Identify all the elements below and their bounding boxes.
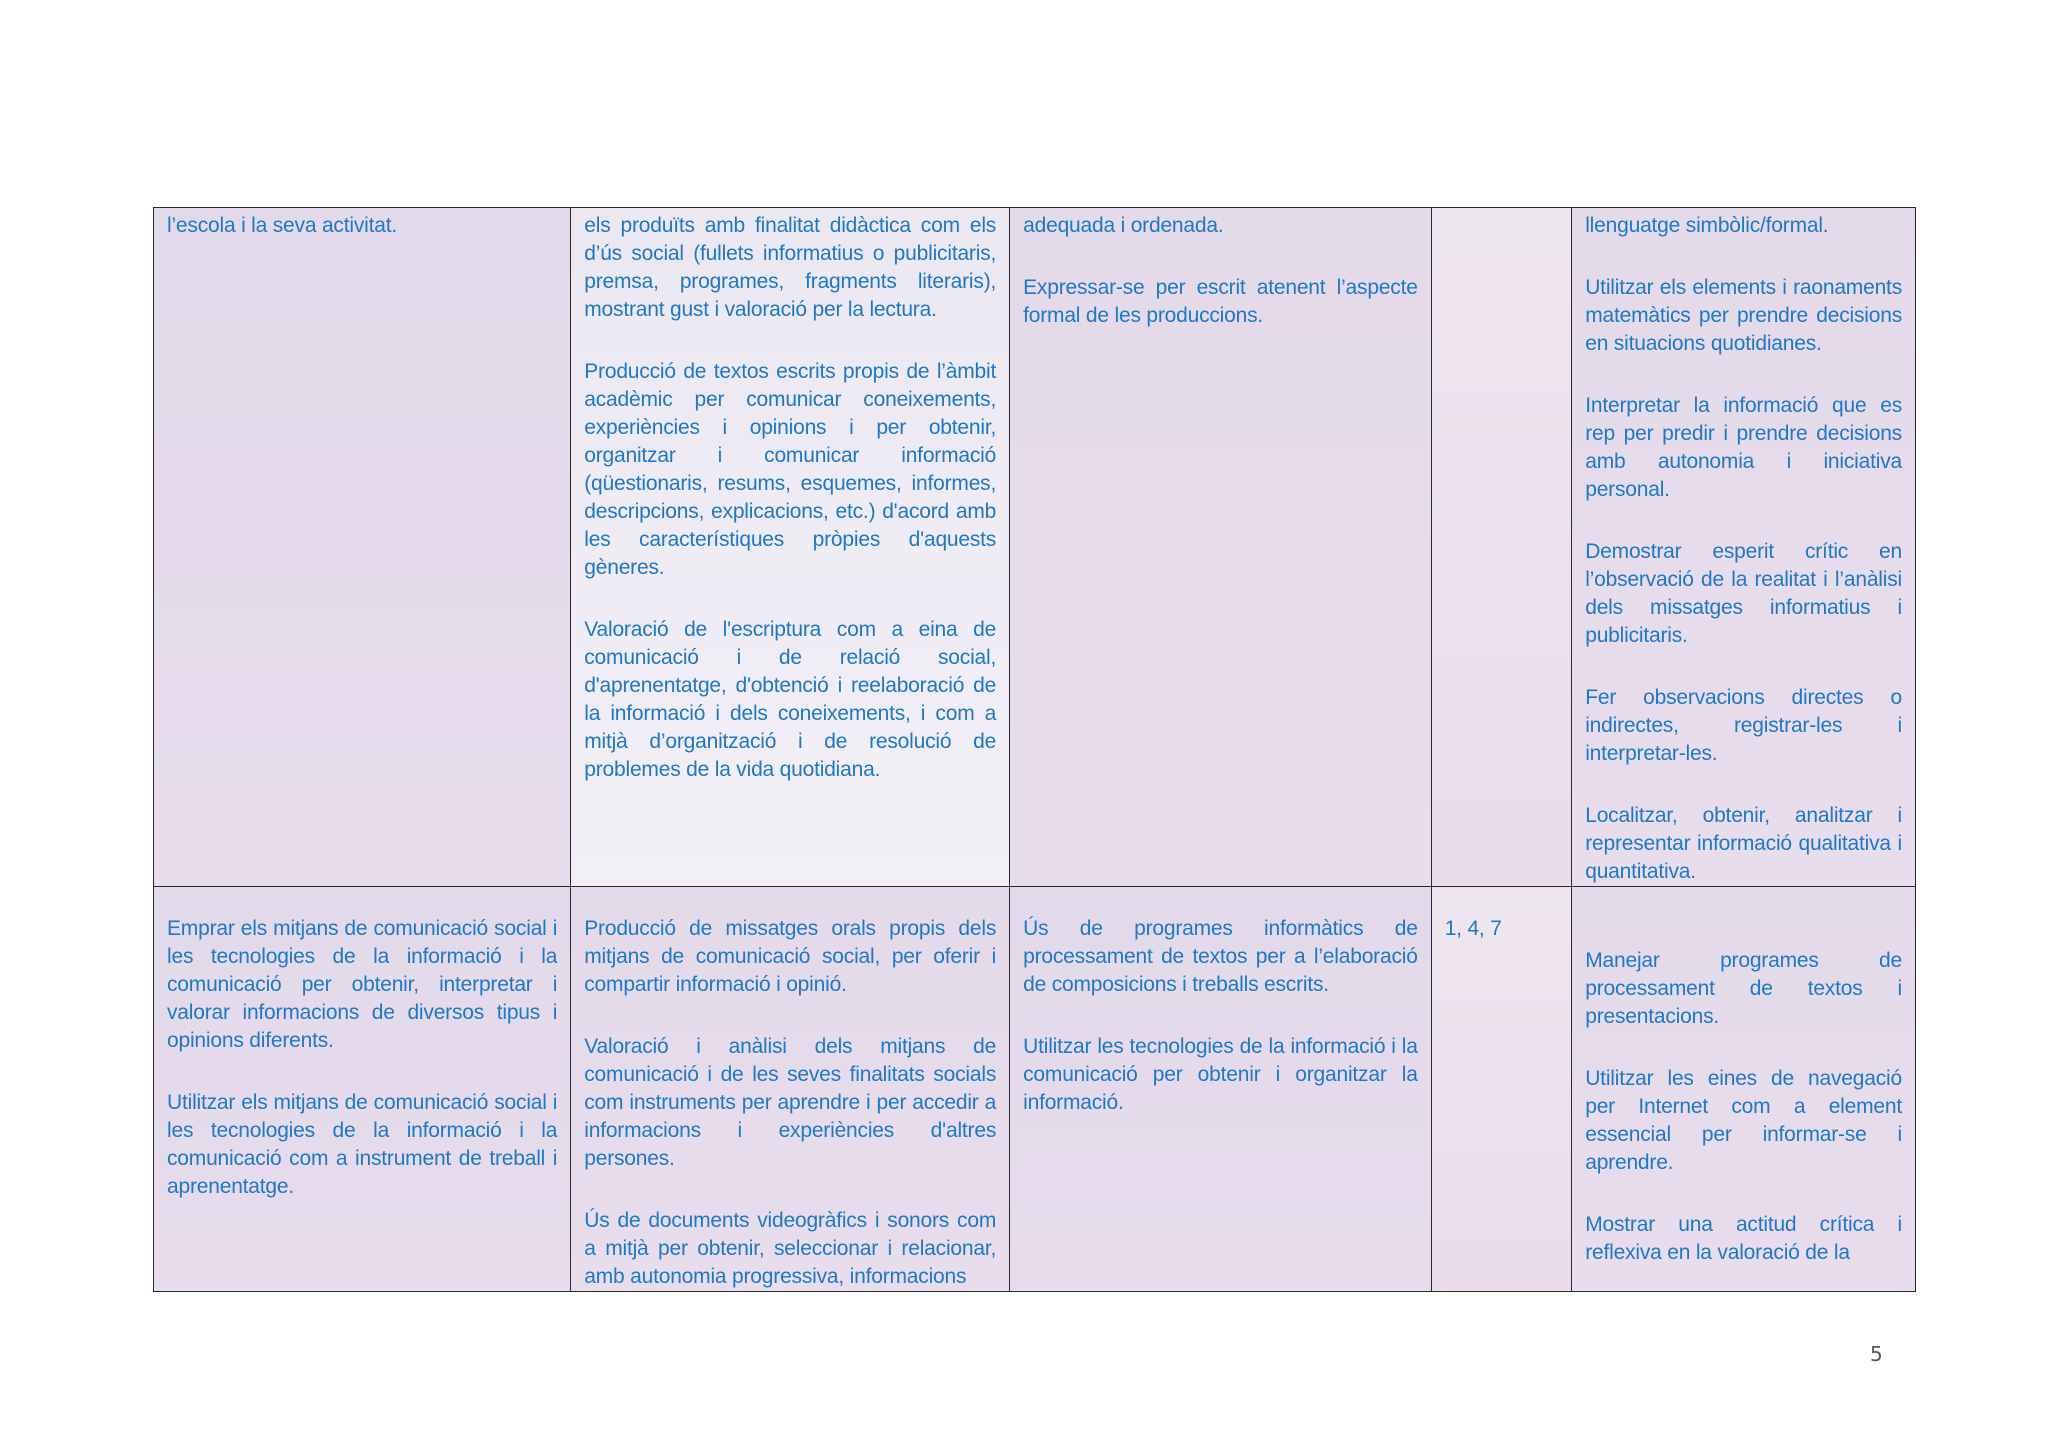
cell-paragraph: Valoració i anàlisi dels mitjans de comunicació i de les seves finalitats socials com instruments per aprendre i per accedir a informacions i experiències d'altres persones. (584, 1035, 997, 1170)
competence-numbers: 1, 4, 7 (1444, 917, 1502, 940)
table-cell-criteria (1010, 208, 1432, 887)
table-cell-competences (1572, 208, 1916, 887)
table-cell-competences-number (1431, 887, 1572, 1292)
cell-paragraph: adequada i ordenada. (1023, 214, 1224, 237)
table-cell-contents (571, 208, 1010, 887)
cell-paragraph: llenguatge simbòlic/formal. (1585, 214, 1829, 237)
cell-paragraph: Utilitzar les tecnologies de la informació i la comunicació per obtenir i organitzar la informació. (1023, 1035, 1418, 1114)
cell-paragraph: Manejar programes de processament de textos i presentacions. (1585, 949, 1902, 1028)
cell-paragraph: Utilitzar els elements i raonaments matemàtics per prendre decisions en situacions quotidianes. (1585, 276, 1902, 355)
cell-paragraph: Emprar els mitjans de comunicació social i les tecnologies de la informació i la comunicació per obtenir, interpretar i valorar informacions de diversos tipus i opinions diferents. (167, 917, 558, 1052)
table-row (154, 887, 1916, 1292)
cell-paragraph: l’escola i la seva activitat. (167, 214, 397, 237)
table-cell-criteria (1010, 887, 1432, 1292)
cell-paragraph: Localitzar, obtenir, analitzar i representar informació qualitativa i quantitativa. (1585, 804, 1902, 883)
table-cell-objectives (154, 208, 571, 887)
cell-paragraph: Producció de textos escrits propis de l’àmbit acadèmic per comunicar coneixements, experiències i opinions i per obtenir, organitzar i comunicar informació (qüestionaris, resums, esquemes, informes, descripcions, explicacions, etc.) d'acord amb les característiques pròpies d'aquests gèneres. (584, 360, 997, 579)
cell-paragraph: Demostrar esperit crític en l’observació de la realitat i l’anàlisi dels missatges informatius i publicitaris. (1585, 540, 1902, 647)
cell-paragraph: Fer observacions directes o indirectes, registrar-les i interpretar-les. (1585, 686, 1902, 765)
cell-paragraph: Utilitzar les eines de navegació per Internet com a element essencial per informar-se i aprendre. (1585, 1067, 1902, 1174)
cell-spacer (1585, 915, 1902, 919)
cell-paragraph: Ús de programes informàtics de processament de textos per a l’elaboració de composicions i treballs escrits. (1023, 917, 1418, 996)
page-number: 5 (1870, 1342, 1883, 1366)
cell-paragraph: Interpretar la informació que es rep per predir i prendre decisions amb autonomia i iniciativa personal. (1585, 394, 1902, 501)
cell-paragraph: Expressar-se per escrit atenent l’aspecte formal de les produccions. (1023, 276, 1418, 327)
cell-paragraph: Ús de documents videogràfics i sonors com a mitjà per obtenir, seleccionar i relacionar, amb autonomia progressiva, informacions (584, 1209, 997, 1288)
table-cell-contents (571, 887, 1010, 1292)
curriculum-table (153, 207, 1916, 1292)
table-row (154, 208, 1916, 887)
table-cell-competences-number (1431, 208, 1572, 887)
cell-paragraph: Producció de missatges orals propis dels mitjans de comunicació social, per oferir i compartir informació i opinió. (584, 917, 997, 996)
table-cell-competences (1572, 887, 1916, 1292)
cell-paragraph: Valoració de l'escriptura com a eina de comunicació i de relació social, d'aprenentatge, d'obtenció i reelaboració de la informació i dels coneixements, i com a mitjà d’organització i de resolució de problemes de la vida quotidiana. (584, 618, 997, 781)
table-cell-objectives (154, 887, 571, 1292)
cell-paragraph: Mostrar una actitud crítica i reflexiva en la valoració de la (1585, 1213, 1902, 1264)
cell-paragraph: els produïts amb finalitat didàctica com els d’ús social (fullets informatius o publicitaris, premsa, programes, fragments literaris), mostrant gust i valoració per la lectura. (584, 214, 997, 321)
cell-paragraph: Utilitzar els mitjans de comunicació social i les tecnologies de la informació i la comunicació com a instrument de treball i aprenentatge. (167, 1091, 558, 1198)
